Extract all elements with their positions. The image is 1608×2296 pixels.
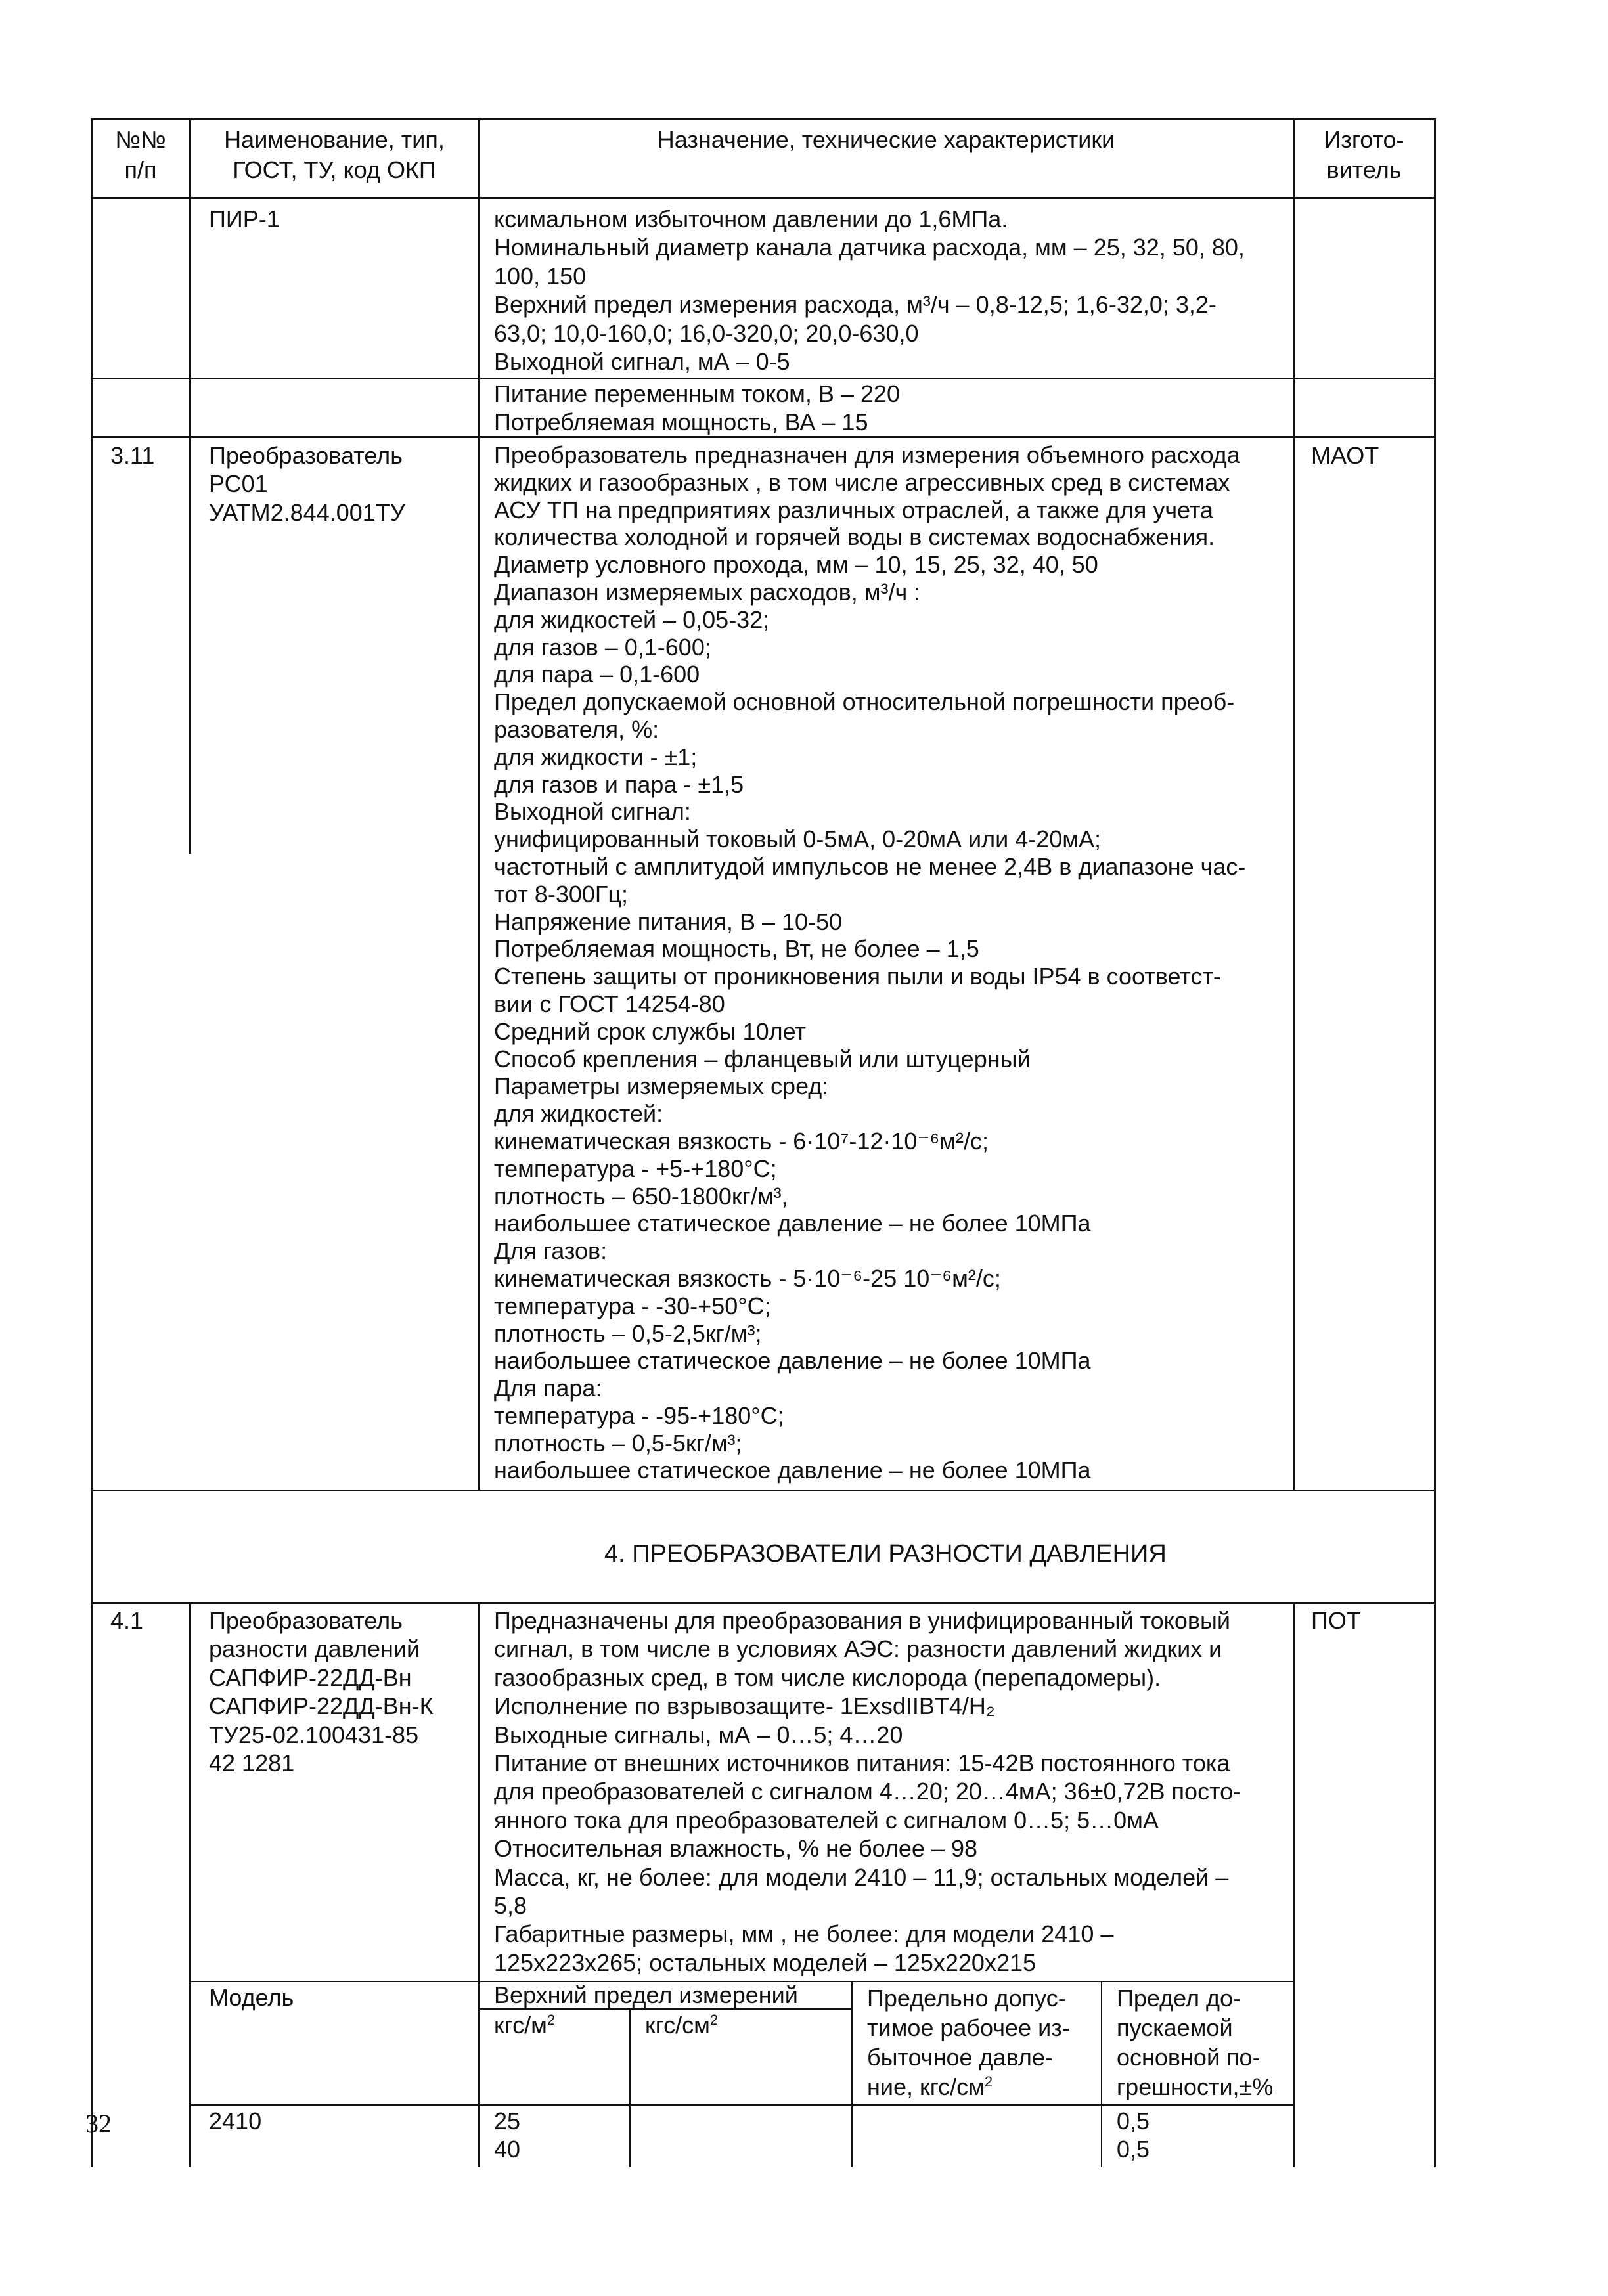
- row-311-line: тот 8-300Гц;: [494, 880, 628, 908]
- row-311-name: [209, 441, 405, 527]
- header-col-name-line: Наименование, тип,: [224, 126, 445, 153]
- row-311-line: Способ крепления – фланцевый или штуцерный: [494, 1045, 1031, 1072]
- subtable-unit-m2: кгс/$м^2$: [494, 2012, 556, 2039]
- table-col-divider-2: [478, 118, 480, 1491]
- header-col-name: [190, 125, 478, 185]
- row-311-line: кинематическая вязкость - 5·10⁻⁶-25 10⁻⁶м²/с;: [494, 1264, 1001, 1292]
- row-41-maker: ПОТ: [1311, 1607, 1361, 1634]
- row-311-line: плотность – 0,5-2,5кг/м³;: [494, 1319, 762, 1347]
- row-41-line: 125х223х265; остальных моделей – 125х220х215: [494, 1949, 1037, 1976]
- pir-row-divider: [91, 378, 1436, 379]
- subtable-pressure-line: ние, кгс/$см^2$: [867, 2073, 993, 2100]
- row-311-line: Диапазон измеряемых расходов, м³/ч :: [494, 578, 921, 606]
- row-311-line: наибольшее статическое давление – не более 10МПа: [494, 1457, 1091, 1484]
- row-41-line: Выходные сигналы, мА – 0…5; 4…20: [494, 1721, 903, 1748]
- subtable-value: 40: [494, 2136, 521, 2163]
- header-col-num: [92, 125, 189, 185]
- row-311-line: для жидкостей:: [494, 1100, 663, 1128]
- row-311-line: жидких и газообразных , в том числе агрессивных сред в системах: [494, 468, 1230, 496]
- table-col-divider-3: [1293, 118, 1295, 1491]
- subtable-error-line: Предел до-: [1117, 1985, 1241, 2012]
- subtable-model-value: 2410: [209, 2108, 262, 2134]
- pir-description: [494, 205, 1245, 376]
- row-311-maker: МАОТ: [1311, 442, 1379, 469]
- row-311-line: температура - -95-+180°С;: [494, 1402, 784, 1429]
- pir-line: Верхний предел измерения расхода, м³/ч – 0,8-12,5; 1,6-32,0; 3,2-: [494, 291, 1217, 319]
- row-41-line: Исполнение по взрывозащите- 1ExsdIIBT4/H₂: [494, 1692, 995, 1720]
- row-41-line: сигнал, в том числе в условиях АЭС: разности давлений жидких и: [494, 1635, 1222, 1663]
- subtable-pressure-line: быточное давле-: [867, 2044, 1053, 2071]
- subtable-values-m2: [494, 2107, 520, 2164]
- pir-line: Потребляемая мощность, ВА – 15: [494, 408, 868, 436]
- row-311-line: кинематическая вязкость - 6·10⁷-12·10⁻⁶м²/с;: [494, 1127, 989, 1155]
- row-311-description: [494, 441, 1245, 1484]
- table-border-right: [1434, 118, 1436, 2167]
- subtable-col-error: [1101, 1981, 1102, 2167]
- subtable-value: 25: [494, 2108, 521, 2134]
- row-311-line: количества холодной и горячей воды в системах водоснабжения.: [494, 523, 1215, 551]
- row-311-line: плотность – 0,5-5кг/м³;: [494, 1429, 742, 1457]
- row-311-line: вии с ГОСТ 14254-80: [494, 990, 725, 1017]
- row-41-line: Предназначены для преобразования в унифицированный токовый: [494, 1607, 1230, 1634]
- row-311-line: для жидкости - ±1;: [494, 743, 698, 770]
- subtable-error-line: основной по-: [1117, 2044, 1261, 2071]
- subtable-model-label: Модель: [209, 1984, 294, 2011]
- section4-bottom-border: [91, 1602, 1436, 1604]
- row-311-line: наибольшее статическое давление – не более 10МПа: [494, 1347, 1091, 1375]
- row-311-line: Средний срок службы 10лет: [494, 1017, 806, 1045]
- row-311-line: Для пара:: [494, 1375, 602, 1402]
- header-col-num-line: №№: [115, 126, 166, 153]
- row-41-line: Относительная влажность, % не более – 98: [494, 1835, 978, 1863]
- pir-line: 100, 150: [494, 262, 587, 290]
- pir-line: Питание переменным током, В – 220: [494, 380, 900, 407]
- row-311-bottom-border: [91, 1490, 1436, 1491]
- row-41-line: Питание от внешних источников питания: 15-42В постоянного тока: [494, 1750, 1230, 1777]
- row-311-line: Преобразователь предназначен для измерения объемного расхода: [494, 441, 1240, 468]
- row-311-line: разователя, %:: [494, 715, 659, 743]
- row-311-line: Степень защиты от проникновения пыли и воды IP54 в соответст-: [494, 963, 1221, 990]
- subtable-values-error: [1117, 2107, 1150, 2164]
- header-col-maker-line: витель: [1326, 156, 1402, 183]
- table-col-divider-1b: [189, 1602, 191, 2167]
- row-311-line: для газов и пара - ±1,5: [494, 770, 744, 798]
- subtable-value: 0,5: [1117, 2136, 1150, 2163]
- subtable-error-line: грешности,±%: [1117, 2073, 1274, 2100]
- subtable-col-pressure: [851, 1981, 853, 2167]
- header-col-name-line: ГОСТ, ТУ, код ОКП: [233, 156, 436, 183]
- table-col-divider-1: [189, 118, 191, 854]
- subtable-unit-cm2: кгс/$см^2$: [645, 2012, 719, 2039]
- header-col-purpose: [480, 125, 1293, 155]
- row-311-line: Потребляемая мощность, Вт, не более – 1,5: [494, 935, 979, 963]
- subtable-value: 0,5: [1117, 2108, 1150, 2134]
- row-311-line: Для газов:: [494, 1237, 608, 1265]
- row-41-line: Масса, кг, не более: для модели 2410 – 11,9; остальных моделей –: [494, 1863, 1229, 1891]
- table-top-border: [91, 118, 1436, 120]
- row-311-line: наибольшее статическое давление – не более 10МПа: [494, 1210, 1091, 1237]
- header-col-purpose-line: Назначение, технические характеристики: [657, 126, 1115, 153]
- row-41-name-line: САПФИР-22ДД-Вн-К: [209, 1692, 434, 1720]
- row-41-line: для преобразователей с сигналом 4…20; 20…4мА; 36±0,72В посто-: [494, 1778, 1241, 1805]
- subtable-error-line: пускаемой: [1117, 2014, 1233, 2041]
- row-311-line: плотность – 650-1800кг/м³,: [494, 1182, 788, 1210]
- row-311-line: Выходной сигнал:: [494, 798, 691, 826]
- subtable-upper-limit-label: Верхний предел измерений: [494, 1981, 798, 2008]
- subtable-col-unit2: [629, 2008, 631, 2167]
- row-41-name-line: САПФИР-22ДД-Вн: [209, 1664, 412, 1691]
- row-311-line: Напряжение питания, В – 10-50: [494, 908, 843, 935]
- row-311-line: Предел допускаемой основной относительной погрешности преоб-: [494, 688, 1235, 716]
- row-41-line: газообразных сред, в том числе кислорода (перепадомеры).: [494, 1664, 1161, 1691]
- row-41-name-line: 42 1281: [209, 1750, 295, 1777]
- pir-description-2: [494, 380, 900, 437]
- header-col-maker: [1294, 125, 1434, 185]
- header-col-num-line: п/п: [124, 156, 157, 183]
- row-41-name-line: Преобразователь: [209, 1607, 403, 1634]
- header-bottom-border: [91, 197, 1436, 199]
- subtable-pressure-header: [867, 1983, 1070, 2102]
- row-41-description: [494, 1606, 1241, 1977]
- table-col-divider-3b: [1293, 1602, 1295, 2167]
- row-311-line: для жидкостей – 0,05-32;: [494, 606, 770, 633]
- row-311-line: АСУ ТП на предприятиях различных отраслей, а также для учета: [494, 496, 1214, 523]
- row-41-number: 4.1: [110, 1607, 144, 1634]
- row-311-name-line: Преобразователь: [209, 442, 403, 469]
- row-311-line: для газов – 0,1-600;: [494, 633, 711, 661]
- pir-line: Номинальный диаметр канала датчика расхода, мм – 25, 32, 50, 80,: [494, 234, 1245, 261]
- subtable-pressure-line: Предельно допус-: [867, 1985, 1066, 2012]
- row-311-line: температура - +5-+180°С;: [494, 1155, 777, 1182]
- subtable-error-header: [1117, 1983, 1273, 2102]
- header-col-maker-line: Изгото-: [1324, 126, 1404, 153]
- table-col-divider-2b: [478, 1602, 480, 2167]
- section-4-title: 4. ПРЕОБРАЗОВАТЕЛИ РАЗНОСТИ ДАВЛЕНИЯ: [604, 1540, 1167, 1568]
- page-number: 32: [85, 2109, 112, 2138]
- row-41-name-line: ТУ25-02.100431-85: [209, 1721, 419, 1748]
- row-41-line: Габаритные размеры, мм , не более: для модели 2410 –: [494, 1920, 1114, 1948]
- pir-line: 63,0; 10,0-160,0; 16,0-320,0; 20,0-630,0: [494, 319, 919, 347]
- row-311-line: Диаметр условного прохода, мм – 10, 15, 25, 32, 40, 50: [494, 551, 1098, 579]
- row-311-name-line: РС01: [209, 470, 268, 498]
- pir-name: ПИР-1: [209, 206, 280, 232]
- row-311-line: унифицированный токовый 0-5мА, 0-20мА или 4-20мА;: [494, 826, 1102, 853]
- row-311-line: температура - -30-+50°С;: [494, 1292, 771, 1319]
- pir-line: Выходной сигнал, мА – 0-5: [494, 348, 790, 376]
- row-311-number: 3.11: [110, 442, 155, 469]
- row-311-line: частотный с амплитудой импульсов не менее 2,4В в диапазоне час-: [494, 852, 1246, 880]
- row-41-name: [209, 1606, 434, 1777]
- row-41-name-line: разности давлений: [209, 1635, 420, 1663]
- row-41-line: 5,8: [494, 1892, 527, 1920]
- pir-line: ксимальном избыточном давлении до 1,6МПа.: [494, 206, 1008, 232]
- table-border-left: [91, 118, 93, 2167]
- subtable-pressure-line: тимое рабочее из-: [867, 2014, 1070, 2041]
- row-311-line: для пара – 0,1-600: [494, 661, 700, 688]
- row-41-line: янного тока для преобразователей с сигналом 0…5; 5…0мА: [494, 1806, 1159, 1834]
- subtable-header-bottom: [189, 2104, 1293, 2106]
- row-311-name-line: УАТМ2.844.001ТУ: [209, 498, 405, 526]
- row-311-line: Параметры измеряемых сред:: [494, 1072, 829, 1100]
